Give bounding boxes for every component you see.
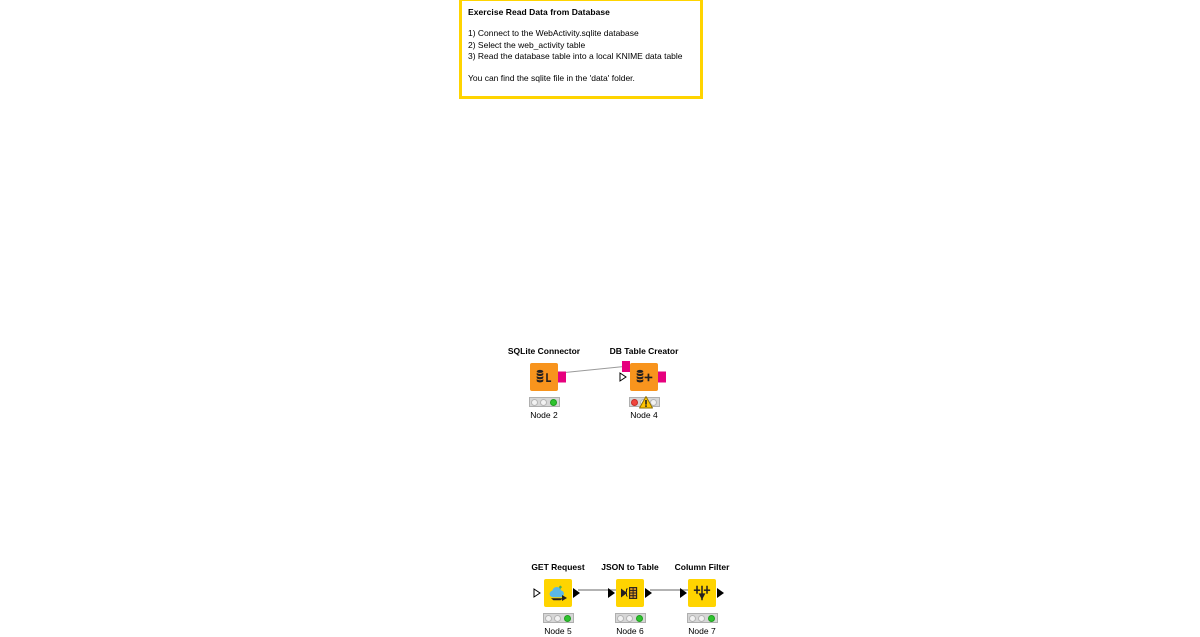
node-status-bar	[543, 613, 574, 623]
database-add-icon	[635, 368, 653, 386]
status-dot-configured	[698, 615, 705, 622]
annotation-title: Exercise Read Data from Database	[468, 7, 610, 17]
node-title: Column Filter	[674, 562, 730, 572]
node-status-bar	[615, 613, 646, 623]
annotation-line-1: 1) Connect to the WebActivity.sqlite database	[468, 28, 639, 38]
input-port-flowvariable-icon[interactable]	[533, 588, 541, 598]
input-port-table[interactable]	[680, 588, 687, 598]
annotation-spacer-2	[468, 63, 694, 73]
node-status-bar	[629, 397, 660, 407]
column-filter-icon	[692, 584, 712, 602]
node-id-label: Node 4	[630, 410, 658, 420]
warning-triangle-icon	[639, 396, 653, 409]
workflow-annotation[interactable]	[459, 0, 703, 99]
output-port-table[interactable]	[573, 588, 580, 598]
status-dot-executed	[550, 399, 557, 406]
node-sqlite-connector[interactable]	[494, 346, 594, 421]
status-dot-idle	[617, 615, 624, 622]
status-dot-configured	[554, 615, 561, 622]
node-id-label: Node 2	[530, 410, 558, 420]
output-port-table[interactable]	[645, 588, 652, 598]
node-icon-box[interactable]	[616, 579, 644, 607]
node-id-label: Node 6	[616, 626, 644, 636]
node-title: SQLite Connector	[507, 346, 581, 356]
status-dot-idle	[689, 615, 696, 622]
status-dot-executed	[708, 615, 715, 622]
status-dot-configured	[540, 399, 547, 406]
status-dot-error	[631, 399, 638, 406]
node-icon-box[interactable]	[544, 579, 572, 607]
node-id-label: Node 7	[688, 626, 716, 636]
status-dot-executed	[564, 615, 571, 622]
json-to-table-icon	[620, 584, 640, 602]
node-body[interactable]	[594, 360, 694, 394]
output-port-db[interactable]	[558, 372, 566, 383]
annotation-footer: You can find the sqlite file in the 'data' folder.	[468, 72, 635, 83]
annotation-spacer	[468, 18, 694, 28]
status-dot-idle	[545, 615, 552, 622]
node-title: DB Table Creator	[609, 346, 679, 356]
node-title: JSON to Table	[601, 562, 659, 572]
node-db-table-creator[interactable]	[594, 346, 694, 421]
database-connector-icon	[535, 368, 553, 386]
input-port-table-icon[interactable]	[619, 372, 627, 382]
node-icon-box[interactable]	[530, 363, 558, 391]
annotation-line-2: 2) Select the web_activity table	[468, 39, 586, 50]
node-body[interactable]	[494, 360, 594, 394]
node-body[interactable]	[652, 576, 752, 610]
node-icon-box[interactable]	[630, 363, 658, 391]
input-port-db[interactable]	[622, 361, 630, 372]
output-port-table[interactable]	[717, 588, 724, 598]
node-status-bar	[529, 397, 560, 407]
cloud-download-icon	[548, 584, 568, 602]
status-dot-idle	[531, 399, 538, 406]
status-dot-configured	[626, 615, 633, 622]
node-id-label: Node 5	[544, 626, 572, 636]
status-dot-executed	[636, 615, 643, 622]
output-port-db[interactable]	[658, 372, 666, 383]
node-status-bar	[687, 613, 718, 623]
node-title: GET Request	[531, 562, 585, 572]
node-icon-box[interactable]	[688, 579, 716, 607]
input-port-table[interactable]	[608, 588, 615, 598]
annotation-line-3: 3) Read the database table into a local KNIME data table	[468, 51, 683, 61]
node-column-filter[interactable]	[652, 562, 752, 637]
